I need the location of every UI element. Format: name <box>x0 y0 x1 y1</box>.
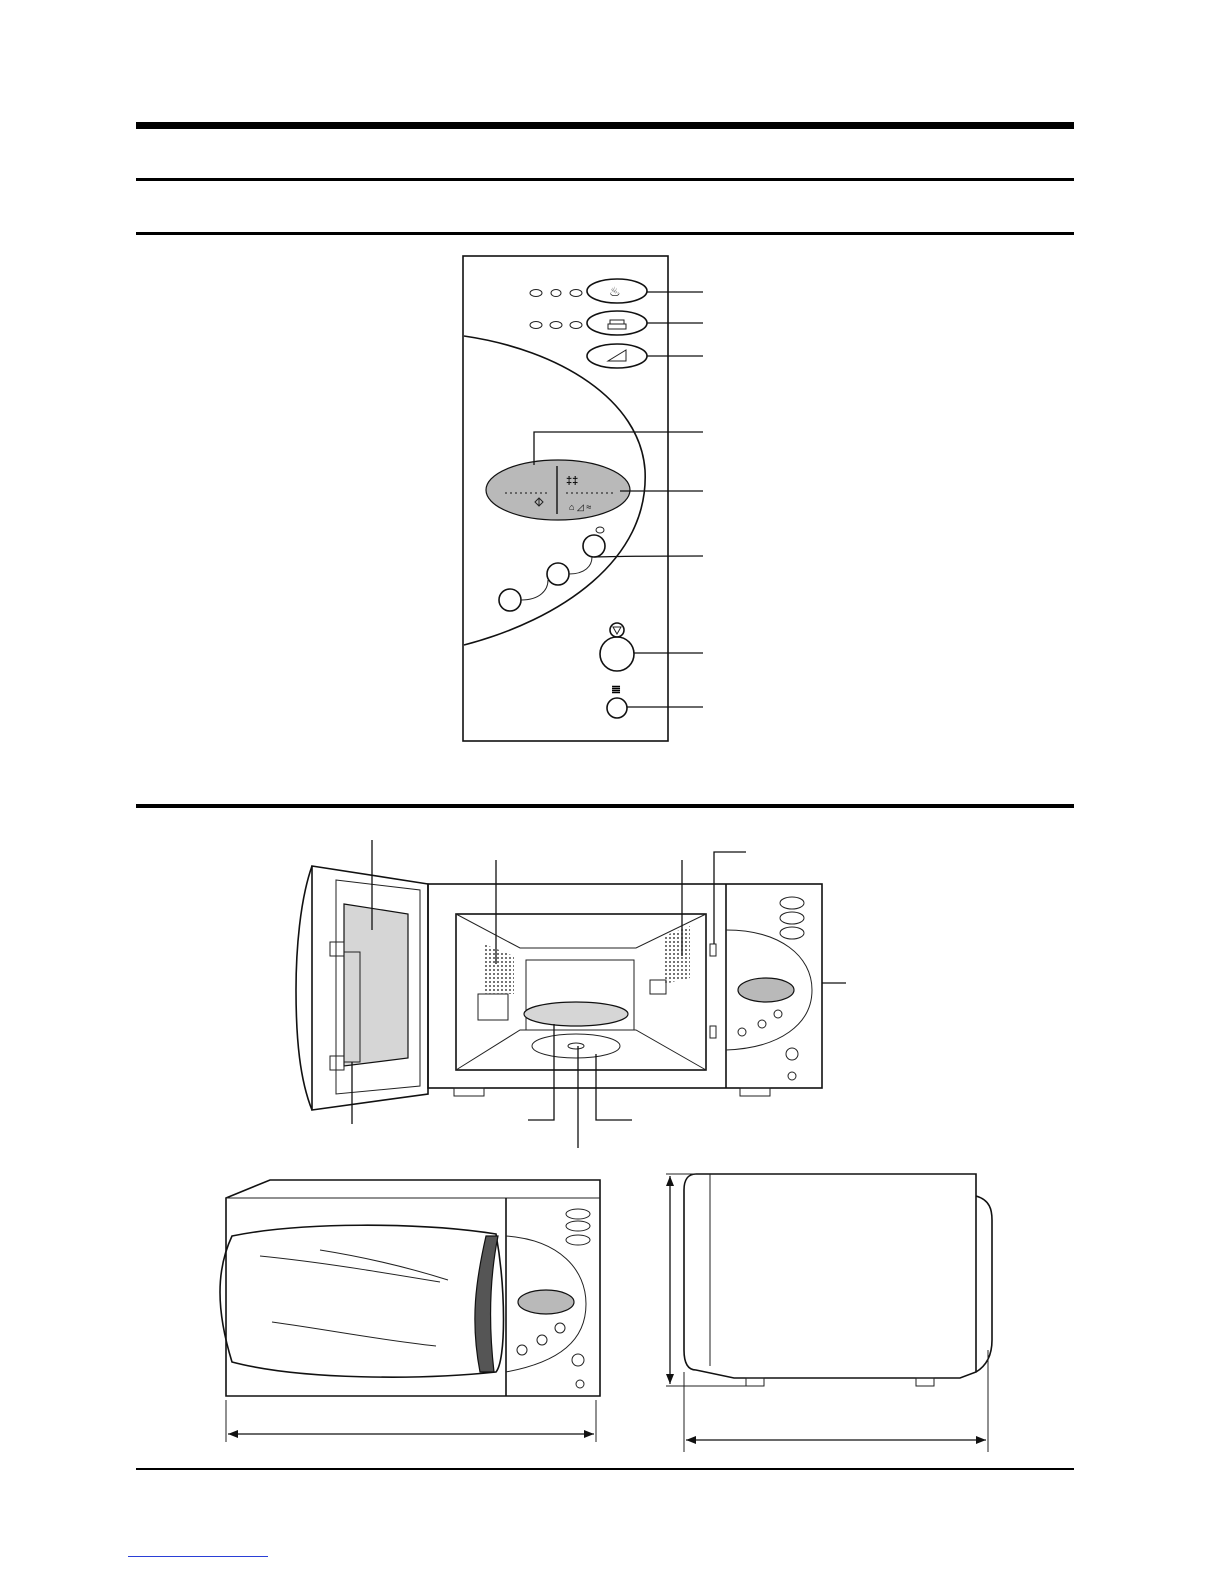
left-vent <box>484 944 514 994</box>
door-hook-bottom <box>330 1056 344 1070</box>
door-edge <box>296 866 312 1110</box>
cook-button-1[interactable] <box>499 589 521 611</box>
mini-dial <box>738 978 794 1002</box>
light-cover <box>650 980 666 994</box>
glass-reflections <box>260 1250 448 1346</box>
interlock-slot-top <box>710 944 716 956</box>
wedge-icon <box>608 350 626 361</box>
closed-door-window <box>220 1225 504 1377</box>
foot-left <box>454 1088 484 1096</box>
power-time-dial[interactable] <box>486 460 630 520</box>
stop-triangle-icon <box>613 627 621 634</box>
door-handle <box>475 1236 498 1372</box>
door-release-button[interactable] <box>607 698 627 718</box>
side-body <box>684 1174 976 1378</box>
interlock-slot-bottom <box>710 1026 716 1038</box>
roller-ring <box>532 1034 620 1058</box>
steam-icon: ♨ <box>609 285 621 300</box>
control-panel-diagram <box>463 256 703 741</box>
cook-button-3[interactable] <box>583 535 605 557</box>
right-vent <box>664 926 690 984</box>
cook-indicators <box>530 322 582 329</box>
door-window[interactable] <box>344 904 408 1066</box>
foot-right <box>740 1088 770 1096</box>
auto-cook-button[interactable] <box>587 311 647 335</box>
mode-icons: ⌂ ◿ ≈ <box>569 502 592 512</box>
stop-clear-button[interactable] <box>600 637 634 671</box>
door-icon: ≣ <box>611 682 622 696</box>
oven-side-diagram <box>666 1174 992 1452</box>
cook-button-2[interactable] <box>547 563 569 585</box>
oven-closed-diagram <box>220 1180 600 1442</box>
coupler <box>568 1043 584 1049</box>
closed-mini-dial <box>518 1290 574 1314</box>
reheat-indicators <box>530 290 582 297</box>
side-back <box>976 1196 992 1372</box>
waveguide-cover <box>478 994 508 1020</box>
pot-icon <box>608 320 626 329</box>
door-hook-top <box>330 942 344 956</box>
grill-icon: ‡‡ <box>566 475 579 487</box>
closed-cabinet <box>226 1180 600 1396</box>
glass-tray <box>524 1002 628 1026</box>
oven-open-diagram <box>296 840 846 1148</box>
cup-icon <box>596 527 604 533</box>
